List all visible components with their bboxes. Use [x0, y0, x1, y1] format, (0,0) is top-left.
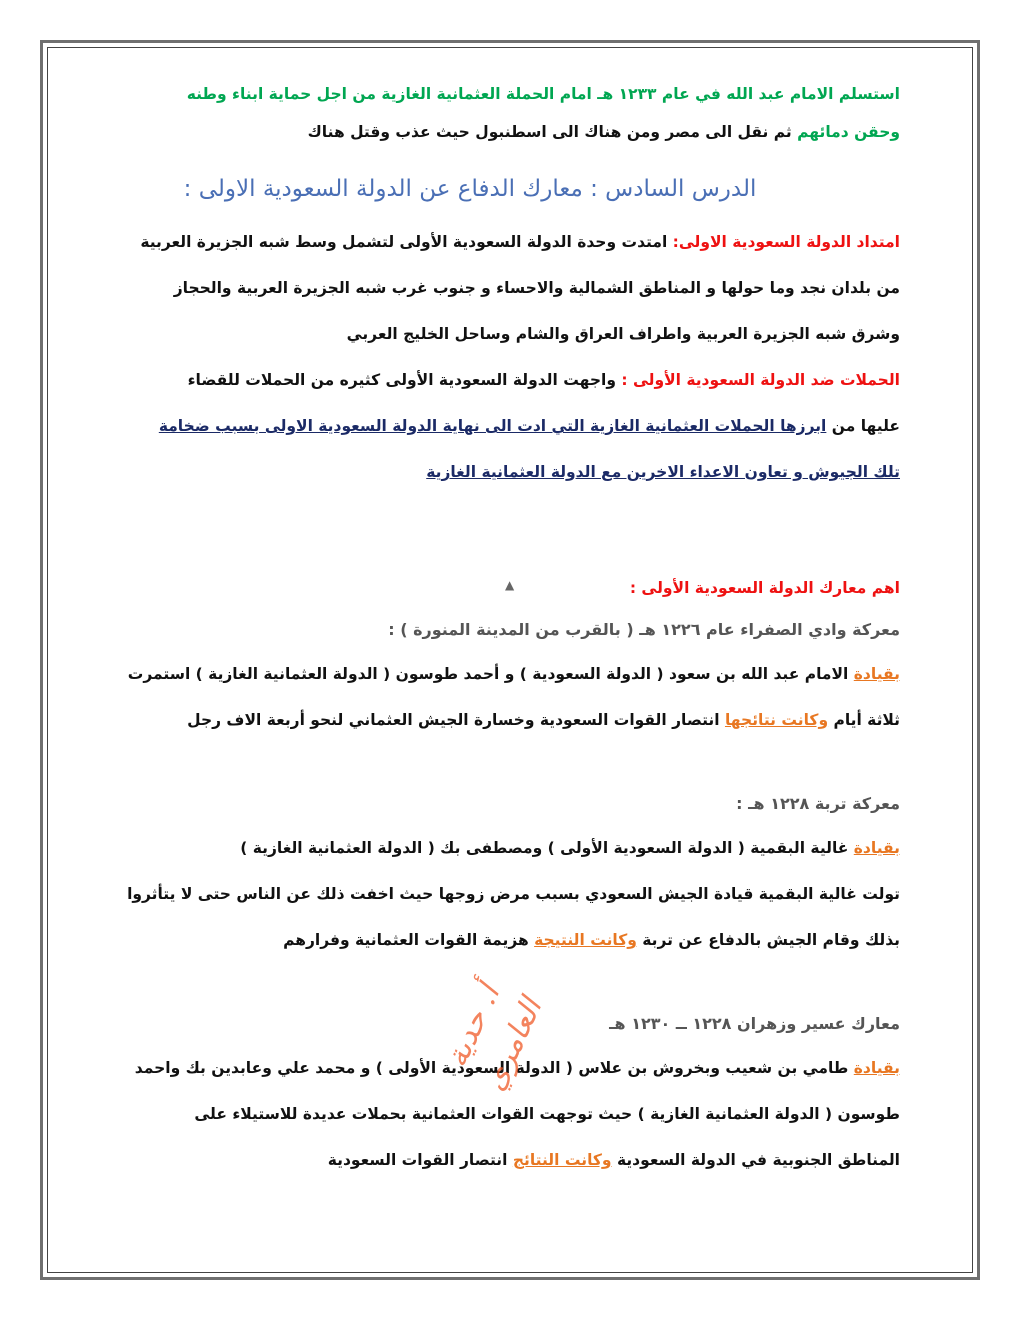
extension-text-1: امتدت وحدة الدولة السعودية الأولى لتشمل وسط شبه الجزيرة العربية	[140, 233, 673, 251]
battle1-line2-end: انتصار القوات السعودية وخسارة الجيش العثماني لنحو أربعة الاف رجل	[187, 711, 725, 729]
campaigns-text-2: عليها من	[826, 417, 900, 435]
battle1-lead-text: الامام عبد الله بن سعود ( الدولة السعودية ) و أحمد طوسون ( الدولة العثمانية الغازية ) استمرت	[127, 665, 854, 683]
battle3-line3-start: المناطق الجنوبية في الدولة السعودية	[611, 1151, 900, 1169]
battle3-lead-label: بقيادة	[853, 1059, 900, 1077]
battle2-result-label: وكانت النتيجة	[534, 931, 637, 949]
campaigns-underlined-2: ابرزها الحملات العثمانية الغازية التي ادت الى نهاية الدولة السعودية الاولى بسبب ضخامة	[158, 417, 827, 435]
battle2-line3-end: هزيمة القوات العثمانية وفرارهم	[283, 931, 535, 949]
battle1-lead-line	[120, 651, 900, 697]
battle1-result-line	[120, 697, 900, 743]
battle3-line-2: طوسون ( الدولة العثمانية الغازية ) حيث توجهت القوات العثمانية بحملات عديدة للاستيلاء على	[194, 1105, 900, 1123]
handwritten-signature-watermark: أ. حدية العامري	[438, 979, 550, 1097]
battle3-result-label: وكانت النتائج	[512, 1151, 612, 1169]
campaigns-label: الحملات ضد الدولة السعودية الأولى :	[621, 371, 900, 389]
battle1-line2-start: ثلاثة أيام	[828, 711, 900, 729]
battle1-title: معركة وادي الصفراء عام ١٢٢٦ هـ ( بالقرب من المدينة المنورة ) :	[388, 620, 900, 639]
battle2-lead-text: غالية البقمية ( الدولة السعودية الأولى ) ومصطفى بك ( الدولة العثمانية الغازية )	[240, 839, 854, 857]
intro-rest-text: ثم نقل الى مصر ومن هناك الى اسطنبول حيث عذب وقتل هناك	[307, 123, 798, 141]
campaigns-underlined-3: تلك الجيوش و تعاون الاعداء الاخرين مع الدولة العثمانية الغازية	[426, 463, 900, 481]
battle2-lead-label: بقيادة	[853, 839, 900, 857]
battle3-lead-text: طامي بن شعيب وبخروش بن علاس ( الدولة السعودية الأولى ) و محمد علي وعابدين بك واحمد	[134, 1059, 854, 1077]
caret-icon: ▲	[505, 578, 515, 592]
lesson-title: الدرس السادس : معارك الدفاع عن الدولة السعودية الاولى :	[183, 176, 757, 202]
campaigns-line-1	[120, 357, 900, 403]
intro-line-2	[120, 113, 900, 151]
campaigns-text-1: واجهت الدولة السعودية الأولى كثيره من الحملات للقضاء	[187, 371, 622, 389]
campaigns-line-2	[120, 403, 900, 449]
battle3-title: معارك عسير وزهران ١٢٢٨ ــ ١٢٣٠ هـ	[609, 1014, 900, 1033]
extension-line-2: من بلدان نجد وما حولها و المناطق الشمالية والاحساء و جنوب غرب شبه الجزيرة العربية والحجاز	[173, 279, 900, 297]
intro-green-text: وحقن دمائهم	[797, 123, 900, 141]
battle2-lead-line	[120, 825, 900, 871]
battle2-line-2: تولت غالية البقمية قيادة الجيش السعودي بسبب مرض زوجها حيث اخفت ذلك عن الناس حتى لا يتأثروا	[127, 885, 900, 903]
battle1-result-label: وكانت نتائجها	[724, 711, 829, 729]
extension-line-1	[120, 219, 900, 265]
battle2-title: معركة تربة ١٢٢٨ هـ :	[736, 794, 900, 813]
extension-label: امتداد الدولة السعودية الاولى:	[672, 233, 900, 251]
battle2-line3-start: بذلك وقام الجيش بالدفاع عن تربة	[636, 931, 900, 949]
battles-heading: اهم معارك الدولة السعودية الأولى :	[629, 579, 900, 597]
intro-line-1: استسلم الامام عبد الله في عام ١٢٣٣ هـ امام الحملة العثمانية الغازية من اجل حماية ابناء وطنه	[186, 85, 900, 103]
battle3-line3-end: انتصار القوات السعودية	[327, 1151, 513, 1169]
campaigns-line-3	[120, 449, 900, 495]
battle3-result-line	[120, 1137, 900, 1183]
battle2-result-line	[120, 917, 900, 963]
extension-line-3: وشرق شبه الجزيرة العربية واطراف العراق والشام وساحل الخليج العربي	[346, 325, 900, 343]
battle1-lead-label: بقيادة	[853, 665, 900, 683]
